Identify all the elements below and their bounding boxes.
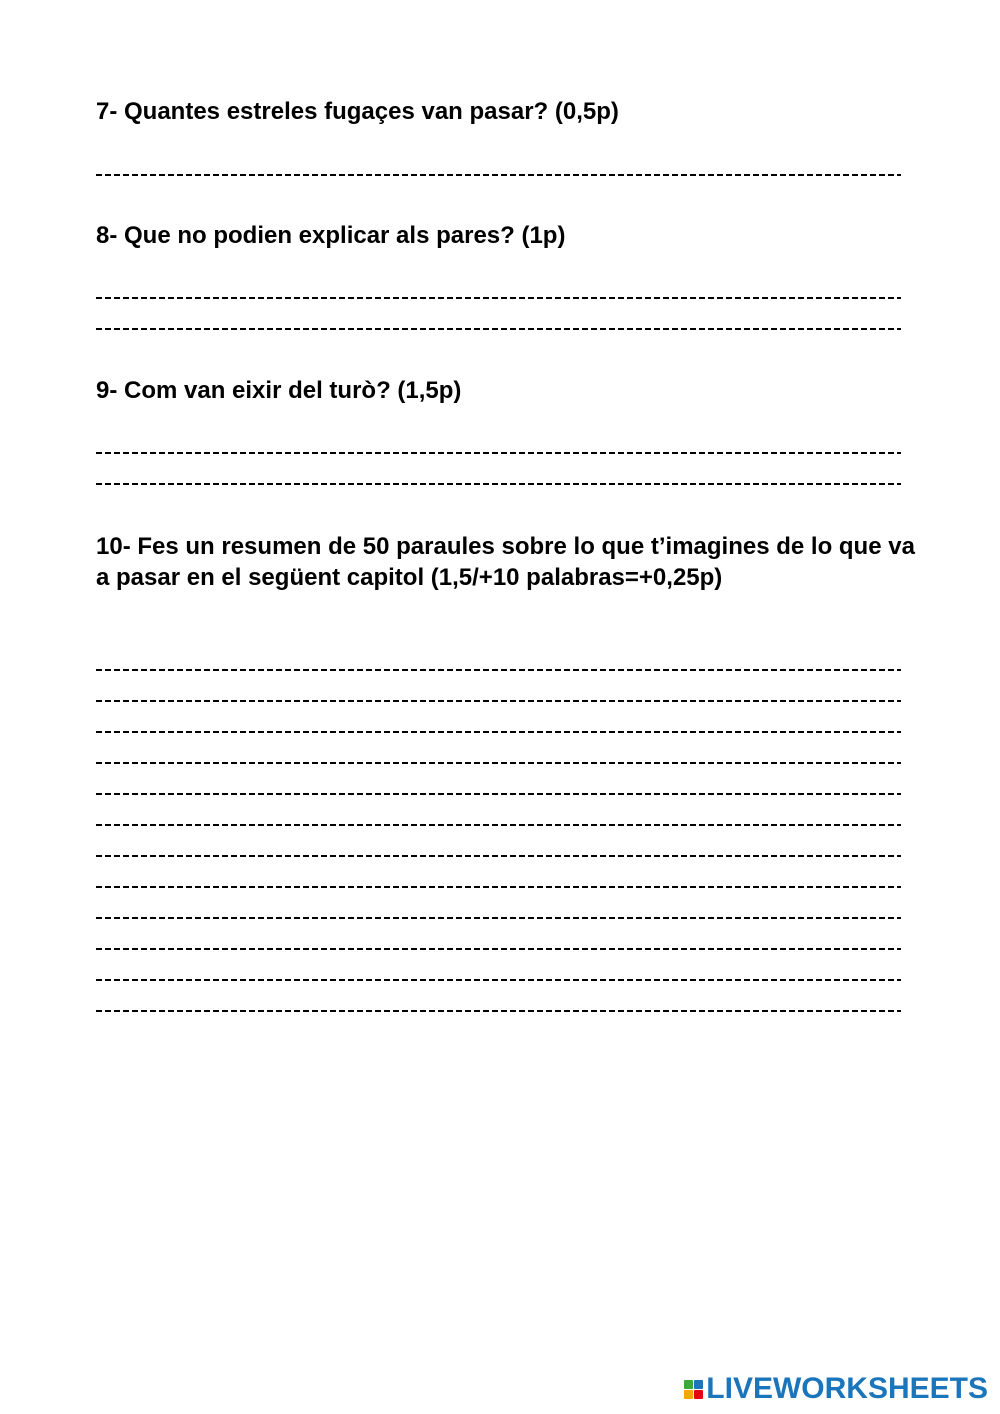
answer-line[interactable] xyxy=(96,886,901,888)
answer-line[interactable] xyxy=(96,328,901,330)
answer-line[interactable] xyxy=(96,1010,901,1012)
answer-line[interactable] xyxy=(96,174,901,176)
question-8: 8- Que no podien explicar als pares? (1p) xyxy=(96,222,566,249)
answer-line[interactable] xyxy=(96,452,901,454)
answer-line[interactable] xyxy=(96,297,901,299)
answer-line[interactable] xyxy=(96,700,901,702)
answer-line[interactable] xyxy=(96,669,901,671)
question-10: 10- Fes un resumen de 50 paraules sobre lo que t’imagines de lo que va a pasar en el següent capitol (1,5/+10 palabras=+0,25p) xyxy=(96,533,915,591)
answer-line[interactable] xyxy=(96,824,901,826)
answer-line[interactable] xyxy=(96,762,901,764)
answer-line[interactable] xyxy=(96,855,901,857)
liveworksheets-logo-mark-icon xyxy=(684,1380,703,1399)
question-7: 7- Quantes estreles fugaçes van pasar? (0,5p) xyxy=(96,98,619,125)
question-9: 9- Com van eixir del turò? (1,5p) xyxy=(96,377,462,404)
answer-line[interactable] xyxy=(96,979,901,981)
liveworksheets-logo-text: LIVEWORKSHEETS xyxy=(706,1372,988,1405)
answer-line[interactable] xyxy=(96,917,901,919)
answer-line[interactable] xyxy=(96,948,901,950)
answer-line[interactable] xyxy=(96,793,901,795)
answer-line[interactable] xyxy=(96,731,901,733)
answer-line[interactable] xyxy=(96,483,901,485)
liveworksheets-logo xyxy=(684,1372,988,1406)
